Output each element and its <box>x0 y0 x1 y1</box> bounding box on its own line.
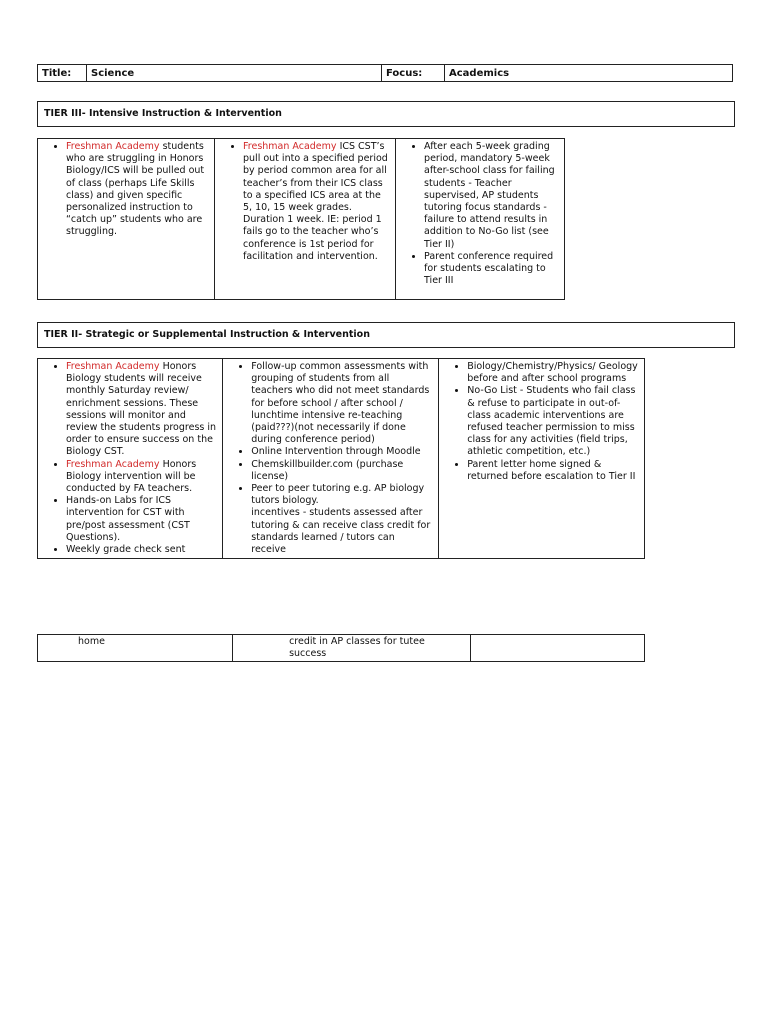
tier2-col1-item <box>66 459 216 496</box>
tier3-col2 <box>215 139 396 300</box>
tier2-col1-item: • Hands-on Labs for ICS intervention for CST with pre/post assessment (CST Questions). <box>66 495 216 544</box>
focus-label: Focus: <box>382 65 445 82</box>
tier3-col1-item <box>66 141 208 239</box>
tier3-col2-item <box>243 141 389 263</box>
tier2-continuation-table <box>37 634 645 662</box>
tier2-col2-item: • Peer to peer tutoring e.g. AP biology tutors biology. <box>251 483 432 507</box>
tier2-col2-subitem: incentives - students assessed after tutoring & can receive class credit for standards learned / tutors can receive <box>251 507 431 556</box>
tier3-col3-item: • Parent conference required for students escalating to Tier III <box>424 251 558 288</box>
tier2-title: TIER II- Strategic or Supplemental Instruction & Intervention <box>37 322 735 348</box>
tier3-col3-item: • After each 5-week grading period, mandatory 5-week after-school class for failing students - Teacher supervised, AP students tutoring focus standards - failure to attend results in addition to No-Go list (see Tier II) <box>424 141 558 251</box>
tier2-col3-item: • Parent letter home signed & returned before escalation to Tier II <box>467 459 638 483</box>
tier2-col2 <box>223 359 439 559</box>
tier3-col2-text: ICS CST’s pull out into a specified period by period common area for all teacher’s from their ICS class to a specified ICS area at the 5, 10, 15 week grades. Duration 1 week. IE: period 1 fails go to the teacher who’s conference is 1st period for facilitation and intervention. <box>243 141 388 262</box>
tier2-cont-col1: home <box>38 635 233 662</box>
tier3-col1-text: students who are struggling in Honors Biology/ICS will be pulled out of class (perhaps Life Skills class) and given specific personalized instruction to “catch up” students who are struggling. <box>66 141 205 238</box>
tier2-col3-item: • Biology/Chemistry/Physics/ Geology before and after school programs <box>467 361 638 385</box>
tier2-col1-text: Honors Biology intervention will be conducted by FA teachers. <box>66 458 197 495</box>
tier2-col1-item <box>66 361 216 459</box>
tier2-col3 <box>439 359 645 559</box>
freshman-academy-tag: Freshman Academy <box>66 361 160 372</box>
title-label: Title: <box>38 65 87 82</box>
tier2-col1-item: • Weekly grade check sent <box>66 544 216 556</box>
tier2-col2-item: • Chemskillbuilder.com (purchase license) <box>251 459 432 483</box>
freshman-academy-tag: Freshman Academy <box>243 141 337 152</box>
tier2-col2-item: • Follow-up common assessments with grouping of students from all teachers who did not meet standards for before school / after school / lunchtime intensive re-teaching (paid???)(not necessarily if done during conference period) <box>251 361 432 446</box>
header-table <box>37 64 733 82</box>
focus-value: Academics <box>445 65 733 82</box>
tier2-cont-col3 <box>471 635 645 662</box>
tier2-col1-text: Honors Biology students will receive monthly Saturday review/ enrichment sessions. These sessions will monitor and review the students progress in order to ensure success on the Biology CST. <box>66 361 217 458</box>
tier2-col3-item: • No-Go List - Students who fail class & refuse to participate in out-of-class academic interventions are refused teacher permission to miss class for any activities (field trips, athletic competition, etc.) <box>467 385 638 458</box>
tier3-col3 <box>396 139 565 300</box>
tier3-table <box>37 138 565 300</box>
tier2-col2-item: • Online Intervention through Moodle <box>251 446 432 458</box>
title-value: Science <box>87 65 382 82</box>
tier3-title: TIER III- Intensive Instruction & Intervention <box>37 101 735 127</box>
tier2-cont-col2: credit in AP classes for tutee success <box>233 635 471 662</box>
tier2-col1 <box>38 359 223 559</box>
tier2-table <box>37 358 645 559</box>
freshman-academy-tag: Freshman Academy <box>66 141 160 152</box>
freshman-academy-tag: Freshman Academy <box>66 458 160 470</box>
tier3-col1 <box>38 139 215 300</box>
